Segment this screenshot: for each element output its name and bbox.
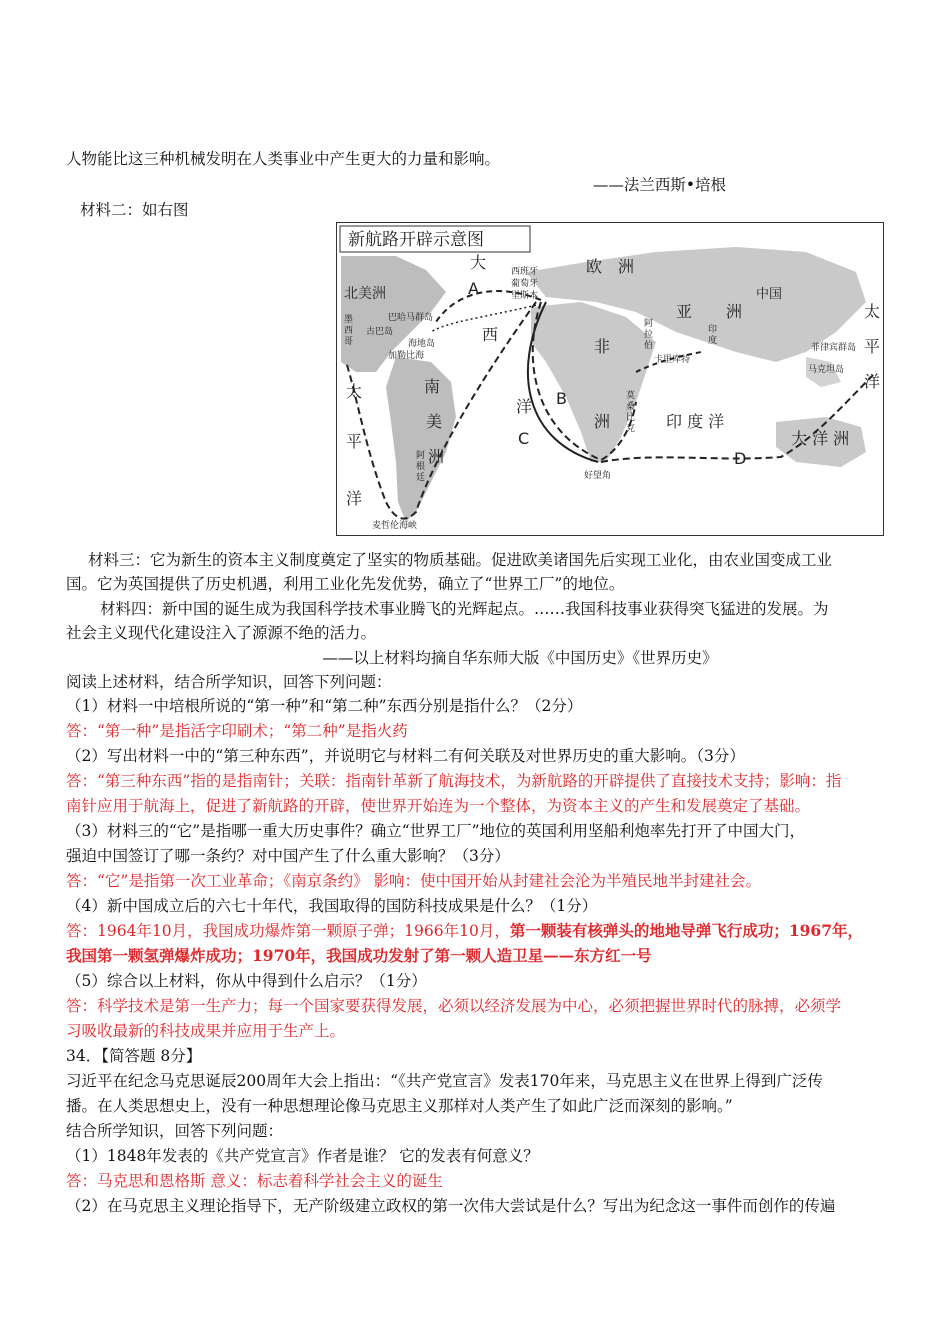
question-3-line1: （3）材料三的“它”是指哪一重大历史事件？确立“世界工厂”地位的英国利用坚船利炮率先打开了中国大门，: [66, 822, 806, 840]
label-pacific-right-3: 洋: [864, 372, 881, 391]
answer-4-line1: [66, 919, 886, 943]
label-mozambique-4: 克: [626, 424, 636, 434]
label-magellan: 麦哲伦海峡: [372, 521, 418, 531]
materials-source: ——以上材料均摘自华东师大版《中国历史》《世界历史》: [322, 649, 718, 667]
label-europe-ou: 欧: [586, 257, 603, 276]
label-asia-ya: 亚: [676, 302, 693, 321]
label-china: 中国: [756, 287, 783, 302]
label-xi: 西: [482, 325, 499, 344]
answer-4-plain: 答：1964年10月，我国成功爆炸第一颗原子弹；1966年10月，: [66, 922, 510, 940]
label-caribbean: 加勒比海: [388, 351, 425, 361]
label-south-mei: 美: [426, 412, 443, 431]
material3-line1: 材料三：它为新生的资本主义制度奠定了坚实的物质基础。促进欧美诸国先后实现工业化，由农业国变成工业: [88, 551, 833, 569]
label-south-zhou: 洲: [428, 447, 445, 466]
answer-4-bold: 第一颗装有核弹头的地地导弹飞行成功；1967年，: [509, 921, 863, 940]
bacon-attribution: ——法兰西斯•培根: [592, 176, 726, 194]
label-pacific-right-1: 太: [864, 302, 881, 321]
question-4: （4）新中国成立后的六七十年代，我国取得的国防科技成果是什么？（1分）: [66, 897, 598, 915]
label-cape: 好望角: [584, 471, 612, 481]
answer-34-1: 答：马克思和恩格斯 意义：标志着科学社会主义的诞生: [66, 1172, 443, 1190]
label-north-america: 北美洲: [344, 286, 386, 302]
label-asia-zhou: 洲: [726, 302, 743, 321]
material4-line2: 社会主义现代化建设注入了源源不绝的活力。: [66, 624, 377, 642]
label-arabia-2: 拉: [644, 330, 654, 340]
label-pacific-left-3: 洋: [346, 489, 363, 508]
label-oceania: 大 洋 洲: [791, 429, 850, 448]
label-indian-ocean: 印 度 洋: [666, 412, 725, 431]
reading-instruction: 阅读上述材料，结合所学知识，回答下列问题：: [66, 673, 392, 691]
label-philippines: 菲律宾群岛: [811, 343, 857, 353]
label-mozambique-3: 比: [626, 413, 636, 423]
route-c-label: C: [518, 429, 530, 448]
label-africa-fei: 非: [594, 337, 611, 356]
route-a-label: A: [468, 279, 479, 298]
label-portugal: 葡萄牙: [511, 279, 539, 289]
map-title: 新航路开辟示意图: [348, 230, 484, 250]
label-pacific-left-2: 平: [346, 432, 363, 451]
question-3-line2: 强迫中国签订了哪一条约？对中国产生了什么重大影响？（3分）: [66, 847, 510, 865]
label-europe-zhou: 洲: [618, 257, 635, 276]
label-south-nan: 南: [424, 377, 441, 396]
question-34-1: （1）1848年发表的《共产党宣言》作者是谁？ 它的发表有何意义？: [66, 1147, 539, 1165]
material4-line1: 材料四：新中国的诞生成为我国科学技术事业腾飞的光辉起点。……我国科技事业获得突飞猛进的发展。为: [100, 600, 829, 618]
label-arabia-3: 伯: [644, 341, 654, 351]
label-calicut: 卡里库特: [654, 355, 691, 365]
label-cuba: 古巴岛: [366, 327, 394, 337]
label-argentina-2: 根: [416, 462, 426, 472]
label-india-2: 度: [708, 336, 718, 346]
label-mozambique-1: 莫: [626, 391, 636, 401]
label-bahamas: 巴哈马群岛: [388, 313, 434, 323]
answer-5-line1: 答：科学技术是第一生产力；每一个国家要获得发展，必须以经济发展为中心，必须把握世界时代的脉搏，必须学: [66, 997, 842, 1015]
question-34-passage-1: 习近平在纪念马克思诞辰200周年大会上指出：“《共产党宣言》发表170年来，马克思主义在世界上得到广泛传: [66, 1072, 823, 1090]
question-2: （2）写出材料一中的“第三种东西”，并说明它与材料二有何关联及对世界历史的重大影响。（3分）: [66, 747, 745, 765]
label-malacca: 马克坦岛: [808, 365, 845, 375]
label-argentina-1: 阿: [416, 451, 426, 461]
answer-3: 答：“它”是指第一次工业革命；《南京条约》 影响：使中国开始从封建社会沦为半殖民地半封建社会。: [66, 872, 762, 890]
label-mexico-2: 西: [344, 326, 354, 336]
answer-2-line1: 答：“第三种东西”指的是指南针；关联：指南针革新了航海技术，为新航路的开辟提供了直接技术支持；影响：指: [66, 772, 842, 790]
answer-2-line2: 南针应用于航海上，促进了新航路的开辟，使世界开始连为一个整体，为资本主义的产生和发展奠定了基础。: [66, 797, 811, 815]
label-haiti: 海地岛: [408, 339, 436, 349]
question-34-passage-2: 播。在人类思想史上，没有一种思想理论像马克思主义那样对人类产生了如此广泛而深刻的影响。”: [66, 1097, 733, 1115]
label-da: 大: [470, 253, 487, 272]
label-arabia-1: 阿: [644, 319, 654, 329]
answer-5-line2: 习吸收最新的科技成果并应用于生产上。: [66, 1022, 346, 1040]
label-lisbon: 里斯本: [511, 291, 539, 301]
label-yang1: 洋: [516, 397, 533, 416]
question-34-heading: 34．【简答题 8分】: [66, 1047, 202, 1065]
question-34-2: （2）在马克思主义理论指导下，无产阶级建立政权的第一次伟大尝试是什么？写出为纪念这一事件而创作的传遍: [66, 1197, 836, 1215]
question-5: （5）综合以上材料，你从中得到什么启示？（1分）: [66, 972, 427, 990]
question-34-instruction: 结合所学知识，回答下列问题：: [66, 1122, 284, 1140]
material1-tail: 人物能比这三种机械发明在人类事业中产生更大的力量和影响。: [66, 150, 501, 168]
label-argentina-3: 廷: [416, 473, 426, 483]
new-sea-routes-map: [336, 222, 884, 536]
label-mexico-1: 墨: [344, 315, 354, 325]
label-mozambique-2: 桑: [626, 402, 636, 412]
question-1: （1）材料一中培根所说的“第一种”和“第二种”东西分别是指什么？（2分）: [66, 697, 583, 715]
label-pacific-left-1: 太: [346, 382, 363, 401]
answer-4-line2: 我国第一颗氢弹爆炸成功；1970年，我国成功发射了第一颗人造卫星——东方红一号: [66, 946, 652, 965]
route-d-label: D: [734, 449, 747, 468]
label-pacific-right-2: 平: [864, 337, 881, 356]
label-spain: 西班牙: [511, 267, 539, 277]
material3-line2: 国。它为英国提供了历史机遇，利用工业化先发优势，确立了“世界工厂”的地位。: [66, 575, 625, 593]
material2-label: 材料二：如右图: [80, 201, 189, 219]
label-india-1: 印: [708, 325, 718, 335]
route-b-label: B: [556, 389, 567, 408]
label-mexico-3: 哥: [344, 337, 354, 347]
answer-1: 答：“第一种”是指活字印刷术；“第二种”是指火药: [66, 722, 408, 740]
label-africa-zhou: 洲: [594, 412, 611, 431]
